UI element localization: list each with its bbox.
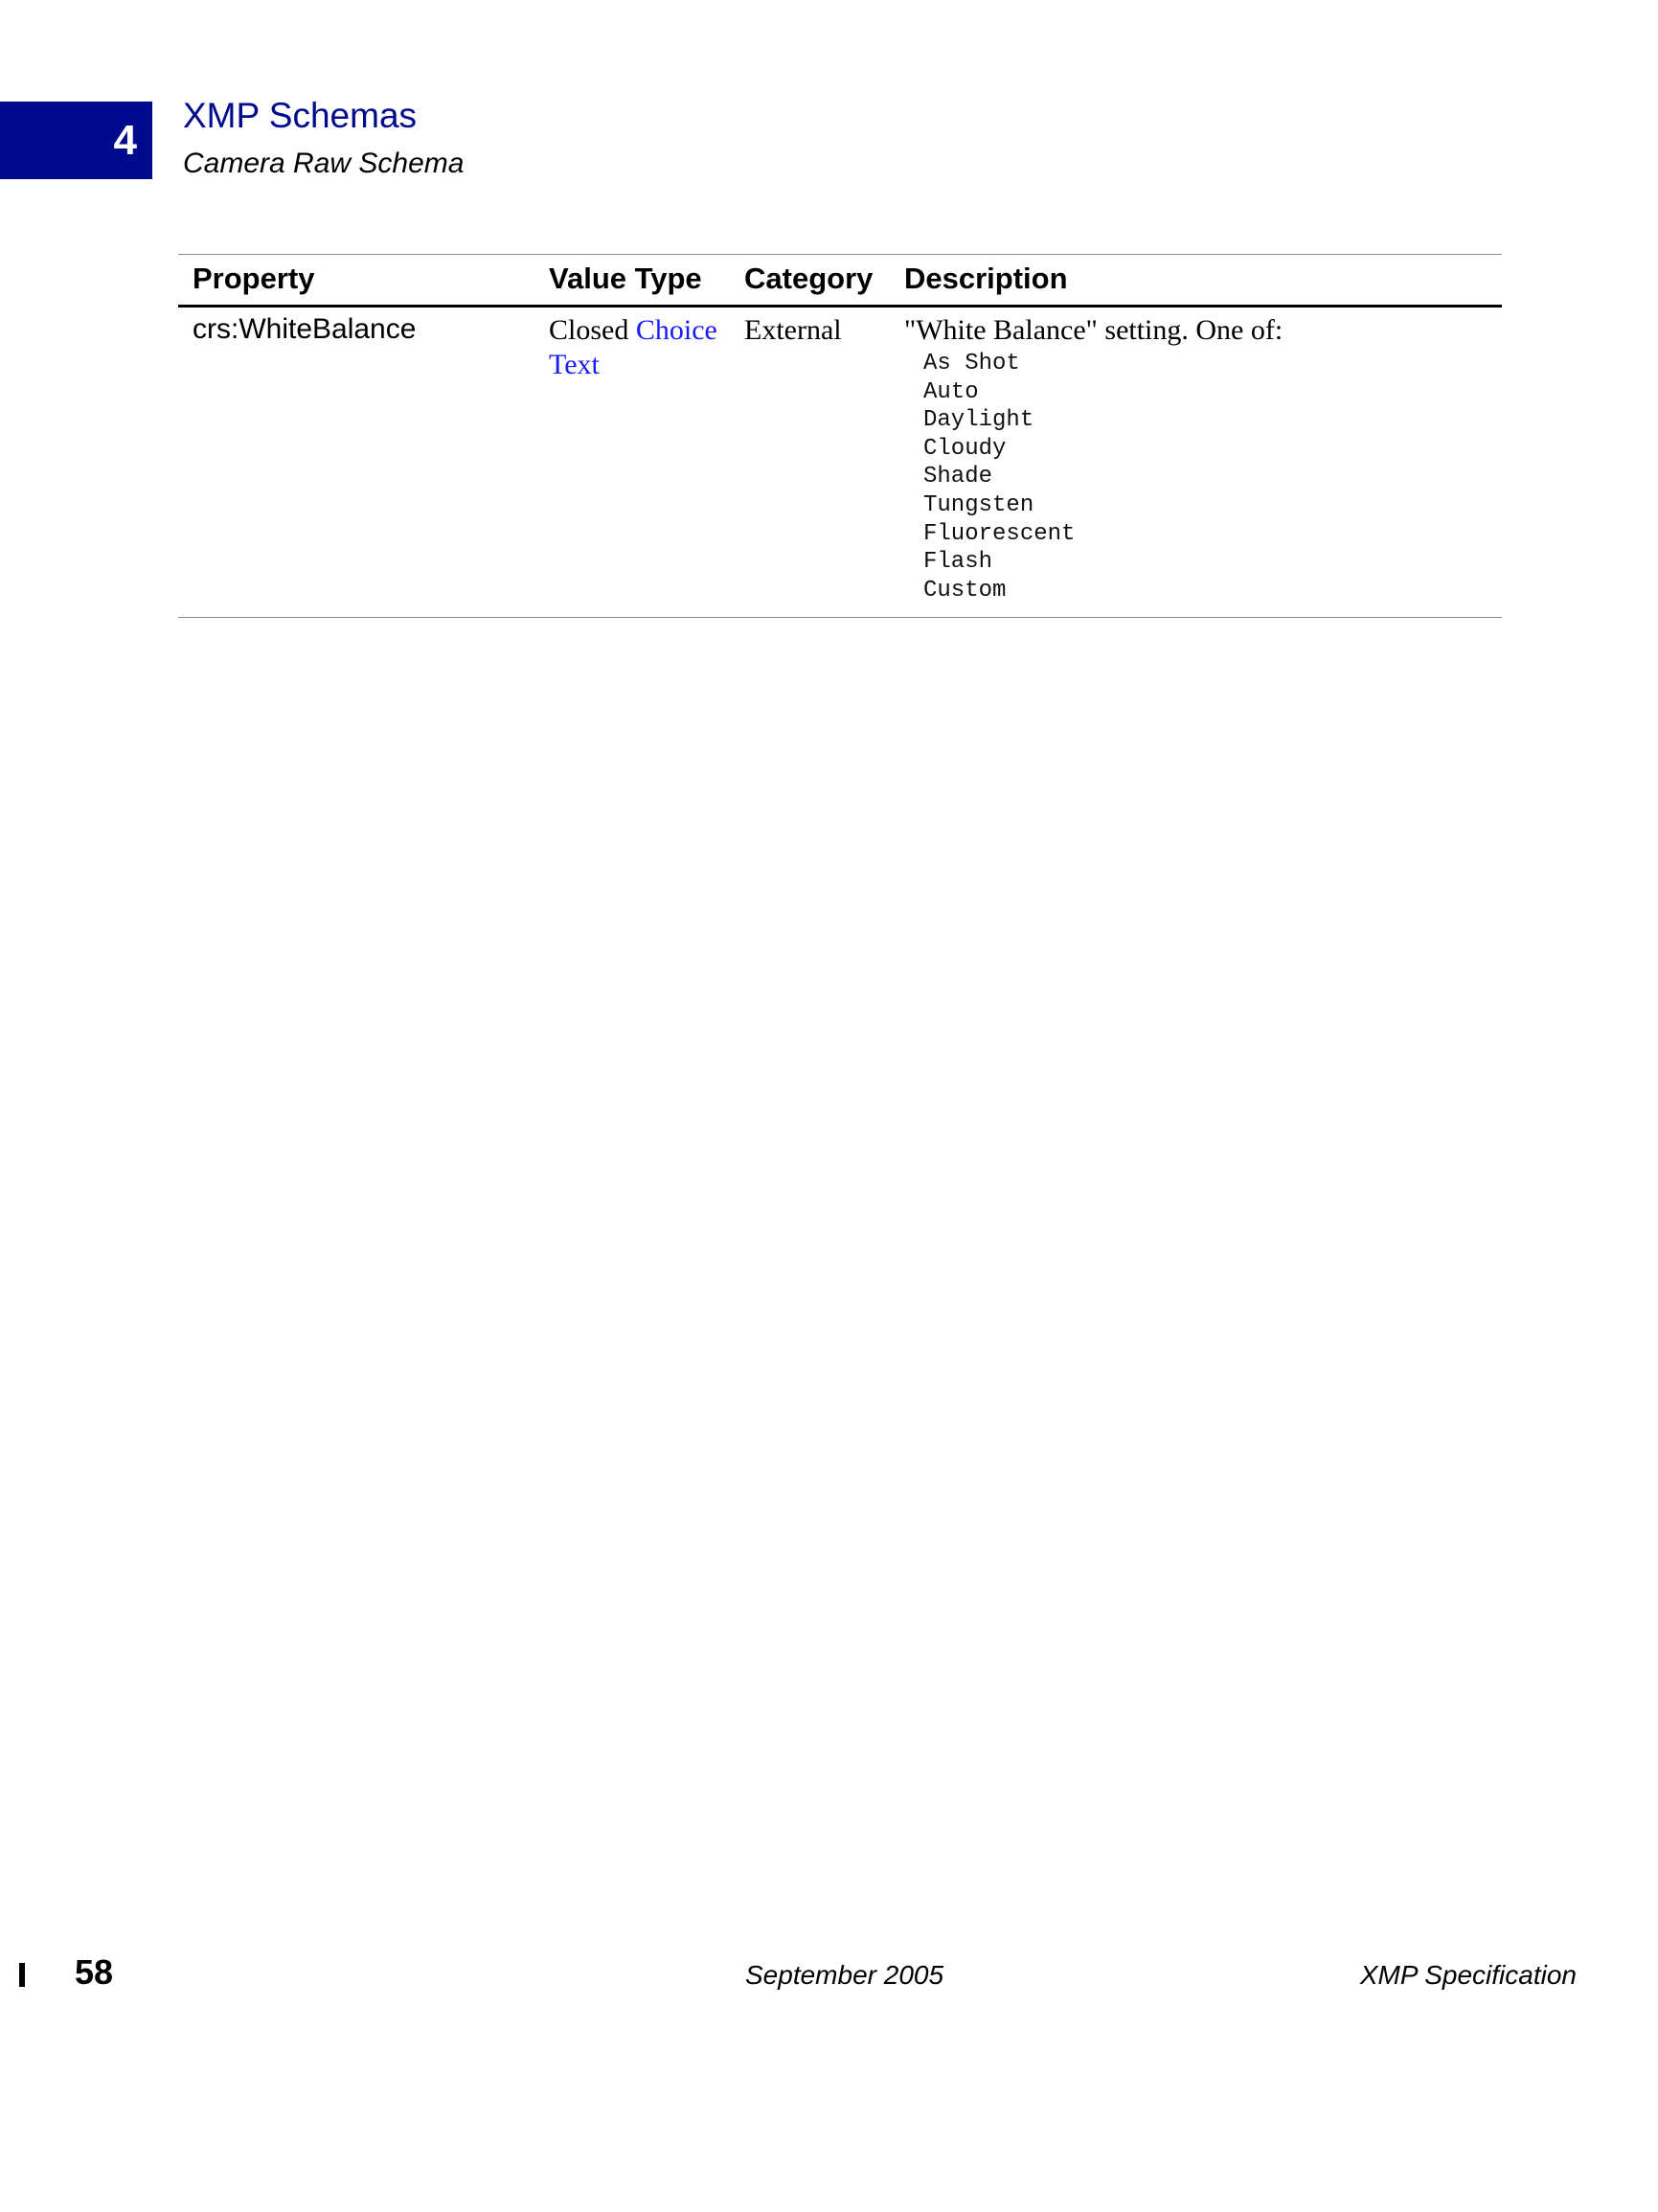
value-type-link-continued[interactable]: Text xyxy=(549,349,600,380)
list-item: Fluorescent xyxy=(923,520,1076,547)
table-header-rule xyxy=(178,305,1502,308)
value-type-plain: Closed xyxy=(549,314,629,346)
chapter-number: 4 xyxy=(113,116,137,164)
column-header-description: Description xyxy=(904,262,1068,295)
chapter-title: XMP Schemas xyxy=(183,96,418,135)
list-item: As Shot xyxy=(923,351,1020,376)
column-header-property: Property xyxy=(193,262,315,295)
value-type-link[interactable]: Choice xyxy=(635,314,717,346)
list-item: Flash xyxy=(923,549,993,576)
list-item: Daylight xyxy=(923,407,1034,434)
list-item: Shade xyxy=(923,464,993,490)
chapter-number-tab xyxy=(0,102,152,179)
column-header-category: Category xyxy=(744,262,874,295)
table-top-rule xyxy=(178,254,1502,255)
value-type-cell xyxy=(549,313,717,382)
page-number: 58 xyxy=(75,1952,114,1992)
category-cell: External xyxy=(744,314,842,346)
list-item: Auto xyxy=(923,378,979,405)
list-item: Custom xyxy=(923,577,1007,604)
property-name: crs:WhiteBalance xyxy=(193,313,417,345)
section-title: Camera Raw Schema xyxy=(183,148,465,179)
table-bottom-rule xyxy=(178,617,1502,618)
description-text: "White Balance" setting. One of: xyxy=(904,314,1283,346)
list-item: Tungsten xyxy=(923,491,1034,518)
footer-date: September 2005 xyxy=(745,1960,944,1990)
footer-document-title: XMP Specification xyxy=(1359,1960,1577,1990)
column-header-value-type: Value Type xyxy=(549,262,702,295)
change-bar xyxy=(19,1963,25,1987)
white-balance-values-list xyxy=(923,350,1075,604)
list-item: Cloudy xyxy=(923,435,1007,462)
